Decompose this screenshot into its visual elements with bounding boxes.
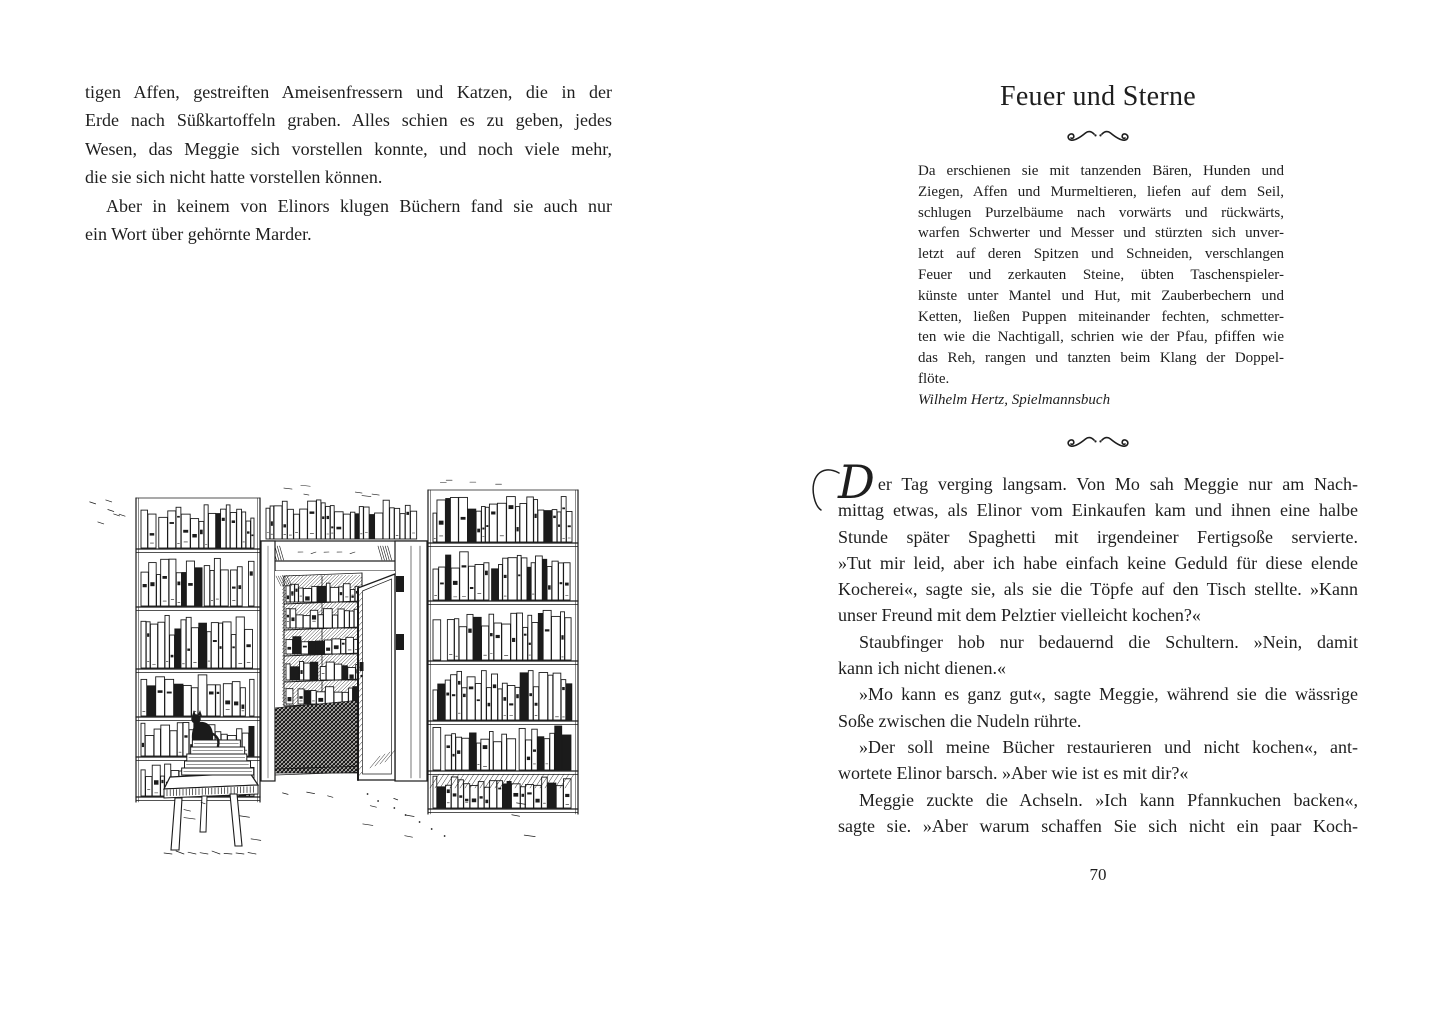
text-line: ein Wort über gehörnte Marder. bbox=[85, 224, 312, 245]
text-line: Kocherei«, sagte sie, als sie die Töpfe auf den Tisch stellte. »Kann bbox=[838, 579, 1358, 600]
text-line: Ziegen, Affen und Murmeltieren, liefen auf dem Seil, bbox=[918, 183, 1284, 200]
text-line: das Reh, rangen und tanzten beim Klang der Doppel- bbox=[918, 350, 1284, 367]
text-line: Erde nach Süßkartoffeln graben. Alles schien es zu geben, jedes bbox=[85, 110, 612, 131]
epigraph-attribution: Wilhelm Hertz, Spielmannsbuch bbox=[918, 391, 1111, 408]
text-line: »Tut mir leid, aber ich habe einfach keine Geduld für diese elende bbox=[838, 552, 1358, 573]
text-line: Meggie zuckte die Achseln. »Ich kann Pfannkuchen backen«, bbox=[859, 789, 1358, 810]
text-line: letzt auf deren Spitzen und Schneiden, verschlangen bbox=[918, 246, 1284, 263]
text-line bbox=[838, 455, 1358, 509]
text-line: »Der soll meine Bücher restaurieren und nicht kochen«, ant- bbox=[859, 736, 1358, 757]
double-spiral-ornament-icon bbox=[1065, 129, 1131, 149]
double-spiral-ornament-icon bbox=[1065, 435, 1131, 455]
chapter-body-text bbox=[838, 455, 1358, 839]
text-line: sagte sie. »Aber warum schaffen Sie sich nicht ein paar Koch- bbox=[838, 815, 1358, 836]
text-line: flöte. bbox=[918, 370, 950, 387]
text-line: Wesen, das Meggie sich vorstellen konnte, und noch viele mehr, bbox=[85, 138, 612, 159]
text-line: künste unter Mantel und Hut, mit Zauberbechern und bbox=[918, 287, 1284, 304]
drop-cap: D bbox=[838, 455, 875, 509]
dropcap-swash-icon bbox=[811, 466, 841, 512]
section-ornament bbox=[838, 435, 1358, 460]
text-line: Aber in keinem von Elinors klugen Büchern fand sie auch nur bbox=[106, 195, 612, 216]
text-line: unser Freund mit dem Pelztier vielleicht kochen?« bbox=[838, 605, 1201, 626]
epigraph bbox=[918, 161, 1284, 411]
left-page-text bbox=[85, 78, 612, 248]
text-line: mittag etwas, als Elinor vom Einkaufen kam und ihnen eine halbe bbox=[838, 500, 1358, 521]
text-line: die sie sich nicht hatte vorstellen können. bbox=[85, 167, 383, 188]
text-line: Staubfinger hob nur bedauernd die Schultern. »Nein, damit bbox=[859, 631, 1358, 652]
library-open-door-drawing-icon bbox=[82, 476, 590, 856]
text-line-rest: er Tag verging langsam. Von Mo sah Meggie nur am Nach- bbox=[877, 474, 1358, 494]
text-line: wortete Elinor barsch. »Aber wie ist es mit dir?« bbox=[838, 763, 1189, 784]
text-line: Da erschienen sie mit tanzenden Bären, Hunden und bbox=[918, 163, 1284, 179]
text-line: Stunde später Spaghetti mit irgendeiner Fertigsoße servierte. bbox=[838, 526, 1358, 547]
chapter-title: Feuer und Sterne bbox=[999, 81, 1197, 112]
text-line: Ketten, ließen Puppen miteinander fechten, schmetter- bbox=[918, 308, 1284, 325]
page-number: 70 bbox=[1089, 865, 1107, 884]
library-illustration bbox=[82, 476, 590, 861]
text-line: ten wie die Nachtigall, schrien wie der Pfau, pfiffen wie bbox=[918, 329, 1284, 346]
chapter-ornament bbox=[838, 129, 1358, 154]
text-line: tigen Affen, gestreiften Ameisenfressern und Katzen, die in der bbox=[85, 82, 612, 102]
text-line: warfen Schwerter und Messer und stürzten sich unver- bbox=[918, 225, 1284, 242]
text-line: Soße zwischen die Nudeln rührte. bbox=[838, 710, 1082, 731]
text-line: »Mo kann es ganz gut«, sagte Meggie, während sie die wässrige bbox=[859, 684, 1358, 705]
text-line: kann ich nicht dienen.« bbox=[838, 658, 1006, 679]
text-line: Feuer und zerkauten Steine, übten Taschenspieler- bbox=[918, 266, 1284, 283]
text-line: schlugen Purzelbäume nach vorwärts und rückwärts, bbox=[918, 204, 1284, 221]
